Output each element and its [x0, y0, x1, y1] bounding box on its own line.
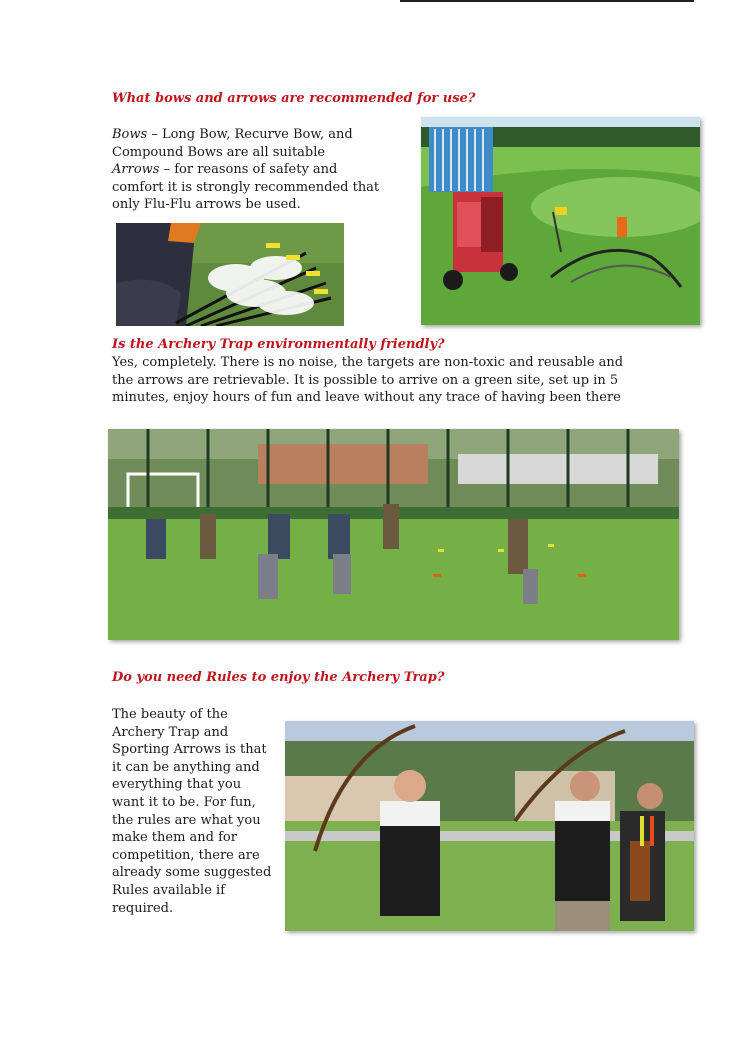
bows-text: – Long Bow, Recurve Bow, and Compound Bows are all suitable [112, 127, 353, 160]
section-heading-rules: Do you need Rules to enjoy the Archery Trap? [112, 670, 445, 685]
photo-archers-field [108, 429, 679, 640]
arrows-text: – for reasons of safety and comfort it is strongly recommended that only Flu-Flu arrows be used. [112, 162, 380, 213]
photo-archers-drawing-bows [285, 721, 694, 931]
photo-archery-trap-machine [421, 117, 700, 325]
bows-label: Bows [112, 127, 148, 142]
environment-paragraph: Yes, completely. There is no noise, the targets are non-toxic and reusable and the arrows are retrievable. It is possible to arrive on a green site, set up in 5 minutes, enjoy hours of fun and leave without any trace of having been there [112, 355, 624, 406]
section-heading-environment: Is the Archery Trap environmentally friendly? [112, 337, 445, 352]
photo-flu-flu-arrows [116, 223, 344, 326]
section-heading-bows-arrows: What bows and arrows are recommended for use? [112, 91, 476, 106]
top-rule [400, 0, 694, 2]
rules-paragraph: The beauty of the Archery Trap and Sporting Arrows is that it can be anything and everything that you want it to be. For fun, the rules are what you make them and for competition, there are already some suggested Rules available if required. [112, 707, 272, 916]
bows-arrows-paragraph [112, 126, 380, 214]
arrows-label: Arrows [112, 162, 160, 178]
